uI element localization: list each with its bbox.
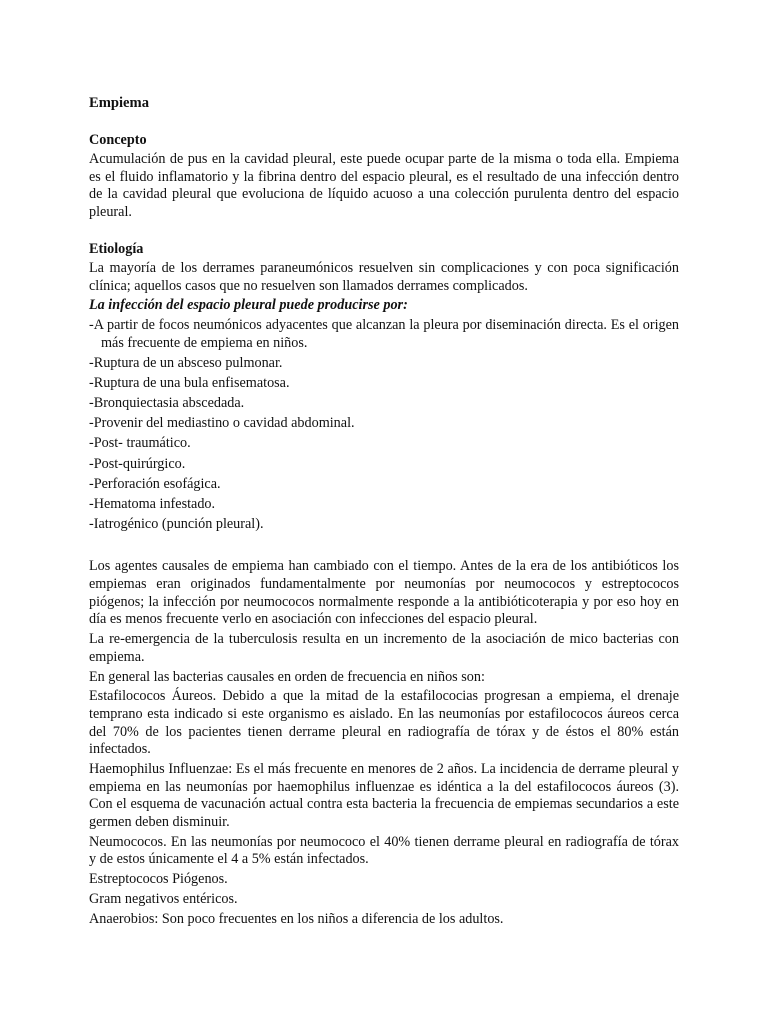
gram-negativos-paragraph: Gram negativos entéricos. xyxy=(89,891,238,908)
document-page xyxy=(89,95,679,931)
estafilococos-paragraph: Estafilococos Áureos. Debido a que la mitad de la estafilococias progresan a empiema, el drenaje temprano esta indicado si este organismo es aislado. En las neumonías por estafilococos áureos cerca del 70% de los pacientes tienen derrame pleural en radiografía de tórax y de éstos el 80% están infectados. xyxy=(89,688,679,758)
list-item: -Hematoma infestado. xyxy=(89,496,216,513)
list-item: -Ruptura de un absceso pulmonar. xyxy=(89,354,283,371)
causes-list xyxy=(89,317,679,534)
haemophilus-paragraph: Haemophilus Influenzae: Es el más frecuente en menores de 2 años. La incidencia de derrame pleural y empiema en las neumonías por haemophilus influenzae es idéntica a la del estafilococos áureos (3). Con el esquema de vacunación actual contra esta bacteria la frecuencia de empiemas secundarios a este germen deben disminuir. xyxy=(89,761,679,830)
section-spacer xyxy=(89,536,679,558)
agentes-paragraph: Los agentes causales de empiema han cambiado con el tiempo. Antes de la era de los antibióticos los empiemas eran originados fundamentalmente por neumonías por neumococos y estreptococos piógenos; la infección por neumococos normalmente responde a la antibióticoterapia y por eso hoy en día es menos frecuente verlo en asociación con infecciones del espacio pleural. xyxy=(89,558,679,628)
estreptococos-paragraph: Estreptococos Piógenos. xyxy=(89,871,228,888)
concepto-paragraph: Acumulación de pus en la cavidad pleural, este puede ocupar parte de la misma o toda ella. Empiema es el fluido inflamatorio y la fibrina dentro del espacio pleural, es el resultado de una infección dentro de la cavidad pleural que evoluciona de líquido acuoso a una colección purulenta dentro del espacio pleural. xyxy=(89,151,679,220)
anaerobios-paragraph: Anaerobios: Son poco frecuentes en los niños a diferencia de los adultos. xyxy=(89,911,504,928)
bacterias-intro-paragraph: En general las bacterias causales en orden de frecuencia en niños son: xyxy=(89,668,485,685)
tuberculosis-paragraph: La re-emergencia de la tuberculosis resulta en un incremento de la asociación de mico bacterias con empiema. xyxy=(89,631,679,665)
list-item: -Provenir del mediastino o cavidad abdominal. xyxy=(89,415,355,432)
list-item: -Bronquiectasia abscedada. xyxy=(89,395,245,412)
etiologia-paragraph: La mayoría de los derrames paraneumónicos resuelven sin complicaciones y con poca significación clínica; aquellos casos que no resuelven son llamados derrames complicados. xyxy=(89,260,679,294)
list-item: -A partir de focos neumónicos adyacentes que alcanzan la pleura por diseminación directa. Es el origen más frecuente de empiema en niños. xyxy=(89,316,679,351)
neumococos-paragraph: Neumococos. En las neumonías por neumococo el 40% tienen derrame pleural en radiografía de tórax y de estos únicamente el 4 a 5% están infectados. xyxy=(89,833,679,868)
list-item: -Iatrogénico (punción pleural). xyxy=(89,516,264,533)
list-item: -Ruptura de una bula enfisematosa. xyxy=(89,374,290,391)
section-heading-concepto: Concepto xyxy=(89,131,147,148)
document-title: Empiema xyxy=(89,95,149,111)
list-item: -Post-quirúrgico. xyxy=(89,455,186,472)
section-heading-etiologia: Etiología xyxy=(89,240,144,257)
list-item: -Perforación esofágica. xyxy=(89,475,221,492)
causes-list-intro: La infección del espacio pleural puede producirse por: xyxy=(89,297,408,314)
list-item: -Post- traumático. xyxy=(89,435,191,452)
